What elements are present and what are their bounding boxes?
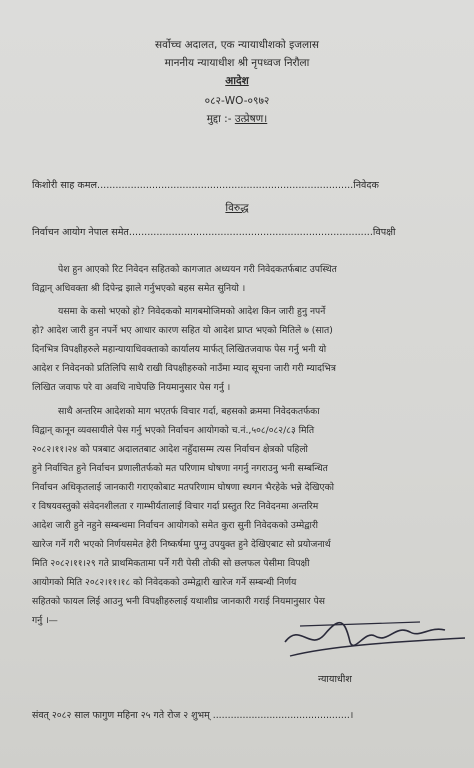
petitioner-role: निवेदक [353, 180, 379, 191]
case-subject [0, 112, 474, 126]
paragraph-line: यसमा के कसो भएको हो? निवेदकको मागबमोजिमको आदेश किन जारी हुनु नपर्ने [58, 306, 326, 317]
paragraph-line: साथै अन्तरिम आदेशको माग भएतर्फ विचार गर्दा, बहसको क्रममा निवेदकतर्फका [58, 406, 320, 417]
paragraph-2 [32, 302, 458, 397]
paragraph-line: आयोगको मिति २०८२।११।१८ को निवेदकको उम्मेद्वारी खारेज गर्ने सम्बन्धी निर्णय [32, 577, 297, 588]
paragraph-line: लिखित जवाफ परे वा अवधि नाघेपछि नियमानुसार पेस गर्नु । [32, 382, 231, 393]
versus-label [0, 201, 474, 215]
paragraph-line: पेश हुन आएको रिट निवेदन सहितको कागजात अध्ययन गरी निवेदकतर्फबाट उपस्थित [58, 264, 337, 275]
date-line: संवत् २०८२ साल फागुण महिना २५ गते रोज २ शुभम् ..............................................। [32, 710, 354, 721]
paragraph-line: निर्वाचन अधिकृतलाई जानकारी गराएकोबाट मतपरिणाम घोषणा स्थगन भैरहेके भन्ने देखिएको [32, 482, 335, 493]
court-name: सर्वोच्च अदालत, एक न्यायाधीशको इजलास [155, 39, 319, 51]
respondent-role: विपक्षी [372, 227, 396, 238]
paragraph-line: आदेश र निवेदनको प्रतिलिपि साथै राखी विपक्षीहरुको नाउँमा म्याद सूचना जारी गरी म्यादभित्र [32, 363, 336, 374]
paragraph-line: विद्वान् अधिवक्ता श्री दिपेन्द्र झाले गर्नुभएको बहस समेत सुनियो । [32, 283, 246, 294]
subject-prefix: मुद्दा :- [206, 113, 232, 125]
paragraph-line: र विषयवस्तुको संवेदनशीलता र गाम्भीर्यतालाई विचार गर्दा प्रस्तुत रिट निवेदनमा अन्तरिम [32, 501, 319, 512]
paragraph-line: २०८२।११।२४ को पत्रबाट अदालतबाट आदेश नहुँदासम्म त्यस निर्वाचन क्षेत्रको पहिलो [32, 444, 308, 455]
subject-value: उत्प्रेषण। [234, 113, 268, 125]
paragraph-line: मिति २०८२।११।२९ गते प्राथमिकतामा पर्ने गरी पेसी तोकी सो छलफल पेसीमा विपक्षी [32, 558, 310, 569]
paragraph-line: दिनभित्र विपक्षीहरुले महान्यायाधिवक्ताको कार्यालय मार्फत् लिखितजवाफ पेस गर्नु भनी यो [32, 344, 327, 355]
signatory-role: न्यायाधीश [318, 674, 352, 685]
paragraph-line: हुने निर्वाचित हुने निर्वाचन प्रणालीतर्फको मत परिणाम घोषणा नगर्नु नगराउनु भनी सम्बन्धित [32, 463, 328, 474]
paragraph-line: खारेज गर्ने गरी भएको निर्णयसमेत हेरी निष्कर्षमा पुग्नु उपयुक्त हुने देखिएबाट सो प्रयोजनार्थ [32, 539, 331, 550]
document-type-text: आदेश [225, 75, 249, 87]
judge-name: माननीय न्यायाधीश श्री नृपध्वज निरौला [164, 57, 310, 69]
paragraph-3 [32, 402, 458, 630]
paragraph-1 [32, 260, 458, 298]
case-number: ०८२-WO-०९७२ [204, 95, 270, 107]
document-type [0, 74, 474, 88]
respondent-line [32, 225, 396, 238]
petitioner-line [32, 178, 379, 191]
respondent-name: निर्वाचन आयोग नेपाल समेत [32, 227, 129, 238]
versus-text: विरुद्ध [225, 202, 249, 214]
paragraph-line: आदेश जारी हुने नहुने सम्बन्धमा निर्वाचन आयोगको समेत कुरा सुनी निवेदकको उम्मेद्वारी [32, 520, 319, 531]
paragraph-line: सहितको फायल लिई आउनु भनी विपक्षीहरुलाई यथाशीघ्र जानकारी गराई नियमानुसार पेस [32, 596, 325, 607]
paragraph-line: विद्वान् कानून व्यवसायीले पेस गर्नु भएको निर्वाचन आयोगको च.नं.,५०८/०८२/८३ मिति [32, 425, 315, 436]
judge-signature [270, 612, 470, 662]
petitioner-dots: .................................................................................... [97, 180, 354, 191]
petitioner-name: किशोरी साह कमल [32, 180, 98, 191]
paragraph-line: गर्नु ।— [32, 615, 58, 626]
respondent-dots: ................................................................................ [128, 227, 373, 238]
paragraph-line: हो? आदेश जारी हुन नपर्ने भए आधार कारण सहित यो आदेश प्राप्त भएको मितिले ७ (सात) [32, 325, 333, 336]
